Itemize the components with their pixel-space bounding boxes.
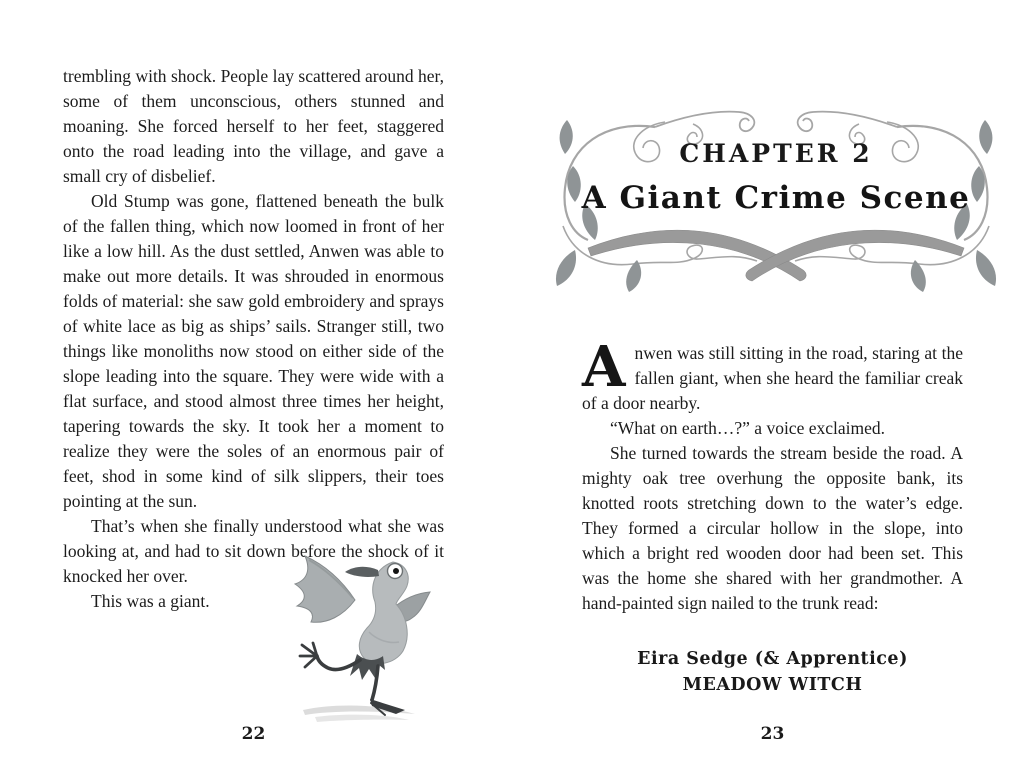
body-paragraph: That’s when she finally understood what she was looking at, and had to sit down before the shock of it knocked her over. bbox=[63, 516, 444, 586]
witch-sign bbox=[582, 646, 963, 698]
body-paragraph: This was a giant. bbox=[91, 591, 210, 611]
body-paragraph: Old Stump was gone, flattened beneath the bulk of the fallen thing, which now loomed in front of her like a low hill. As the dust settled, Anwen was able to make out more details. It was shrouded in enormous folds of material: she saw gold embroidery and sprays of white lace as big as ships’ sails. Stranger still, two things like monoliths now stood on either side of the slope leading into the square. They were wide with a flat surface, and stood almost three times her height, tapering towards the sky. It took her a moment to realize they were the soles of an enormous pair of feet, shod in some kind of silk slippers, their toes pointing at the sun. bbox=[63, 191, 444, 511]
body-paragraph: “What on earth…?” a voice exclaimed. bbox=[610, 418, 885, 438]
drop-cap: A bbox=[582, 334, 626, 400]
right-page-number: 23 bbox=[760, 724, 785, 744]
chapter-heading-block bbox=[545, 98, 1007, 298]
chapter-label: CHAPTER 2 bbox=[679, 139, 873, 168]
opening-paragraph-text: nwen was still sitting in the road, staring at the fallen giant, when she heard the familiar creak of a door nearby. bbox=[582, 343, 963, 413]
sign-line-1: Eira Sedge (& Apprentice) bbox=[637, 649, 908, 669]
chapter-opening-paragraph bbox=[582, 334, 963, 416]
seagull-illustration bbox=[265, 548, 465, 730]
body-paragraph: trembling with shock. People lay scattered around her, some of them unconscious, others stunned and moaning. She forced herself to her feet, staggered onto the road leading into the village, and gave a small cry of disbelief. bbox=[63, 66, 444, 186]
left-page-text bbox=[63, 64, 444, 614]
chapter-title: A Giant Crime Scene bbox=[581, 180, 971, 216]
right-page-text bbox=[582, 334, 963, 616]
left-page-number: 22 bbox=[241, 724, 266, 744]
sign-line-2: MEADOW WITCH bbox=[682, 675, 863, 695]
body-paragraph: She turned towards the stream beside the road. A mighty oak tree overhung the opposite bank, its knotted roots stretching down to the water’s edge. They formed a circular hollow in the slope, into which a bright red wooden door had been set. This was the home she shared with her grandmother. A hand-painted sign nailed to the trunk read: bbox=[582, 443, 963, 613]
